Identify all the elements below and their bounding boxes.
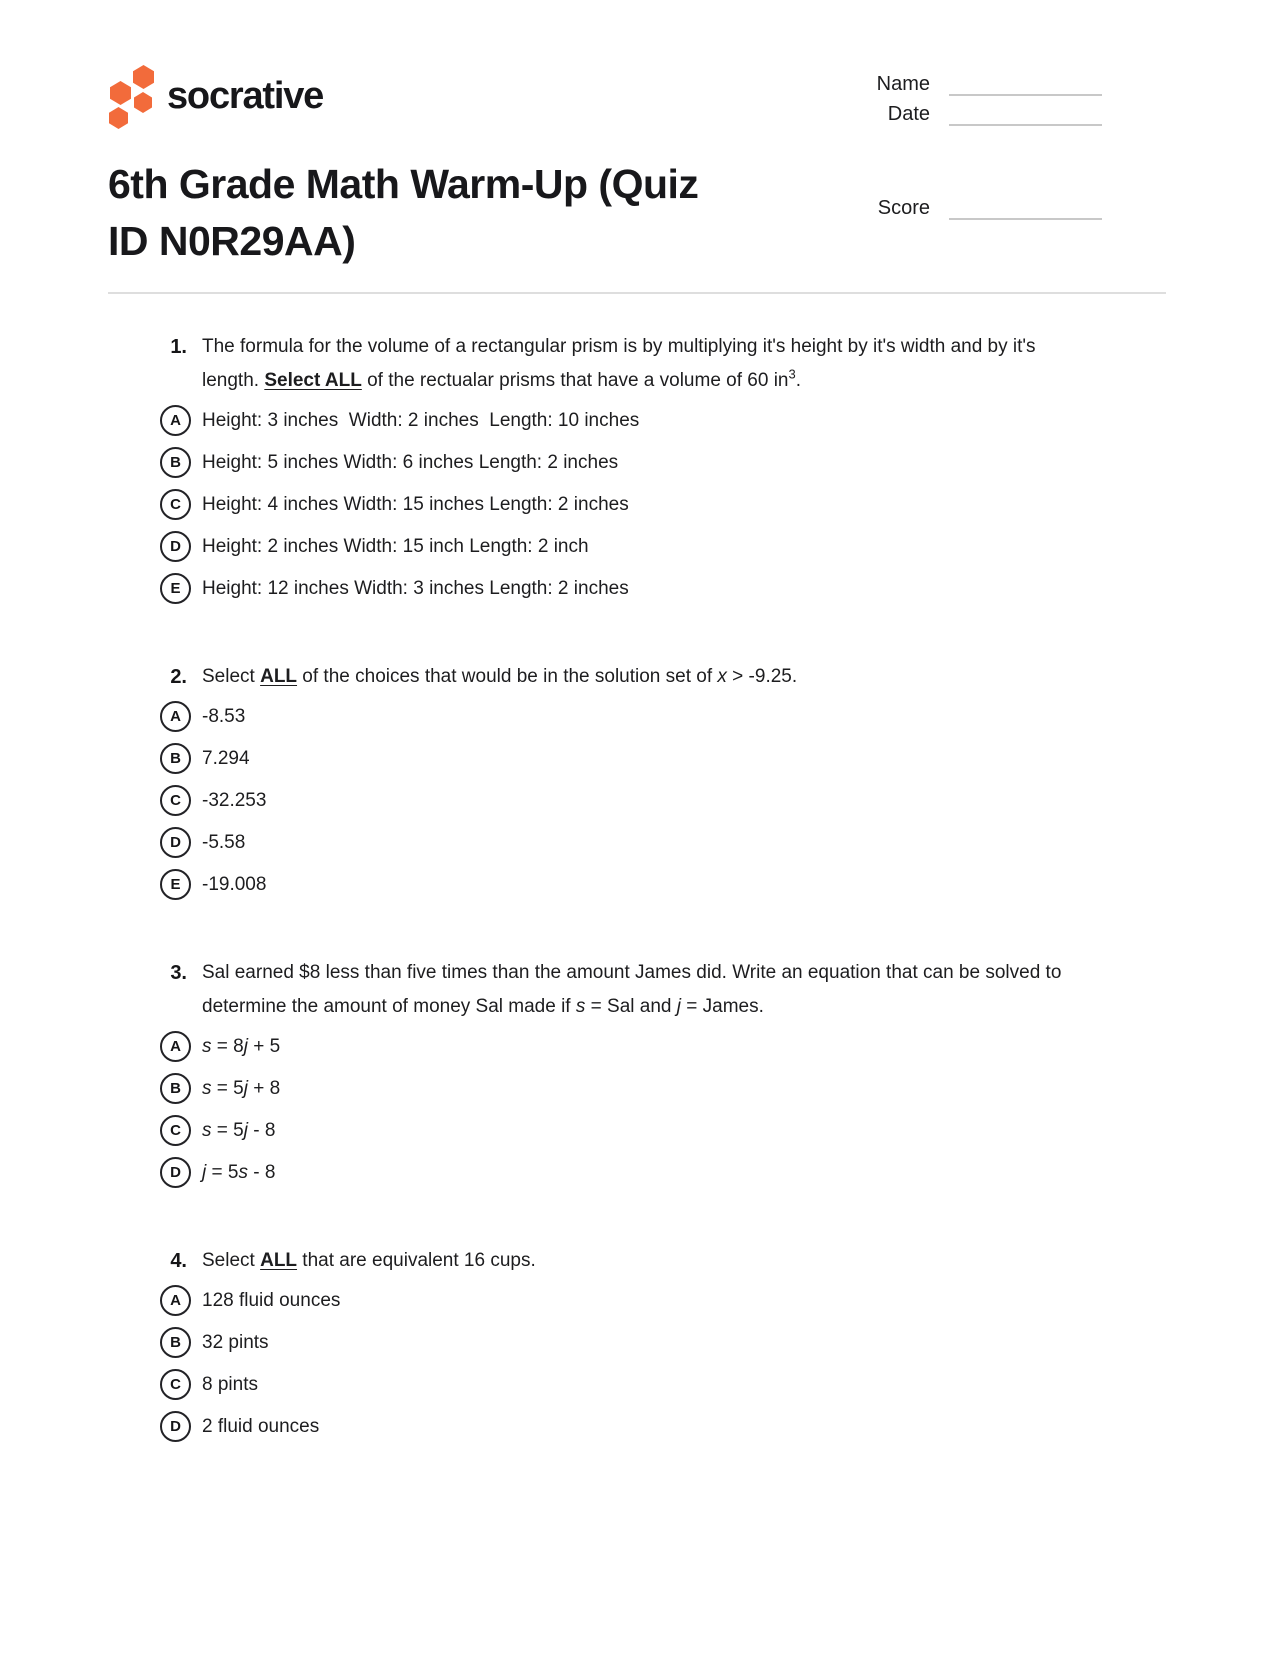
option-text (202, 832, 245, 854)
text-segment: ALL (260, 666, 298, 687)
answer-option-e (160, 869, 1170, 900)
date-blank-line (949, 102, 1102, 126)
options-list (160, 1031, 1170, 1188)
text-segment: j (243, 1119, 248, 1141)
text-segment: -19.008 (202, 873, 267, 895)
text-segment: . (795, 370, 802, 391)
question-2 (108, 660, 1170, 900)
text-segment: - 8 (247, 1161, 276, 1183)
text-segment: Sal earned $8 less than five times than the amount James did. Write an equation that can be solved to determine the amount of money Sal made if (202, 962, 1062, 1017)
question-number: 3. (170, 962, 187, 984)
text-segment: s (202, 1035, 212, 1057)
option-text (202, 410, 639, 432)
option-letter-bubble: E (160, 573, 191, 604)
date-label: Date (887, 103, 930, 125)
option-text (202, 1036, 280, 1058)
options-list (160, 1285, 1170, 1442)
answer-option-a (160, 405, 1170, 436)
answer-option-c (160, 489, 1170, 520)
answer-option-d (160, 827, 1170, 858)
hexagon-icon (133, 65, 154, 89)
option-text (202, 578, 629, 600)
question-3 (108, 956, 1170, 1188)
option-text (202, 1120, 275, 1142)
questions-list (108, 294, 1170, 1442)
option-letter-bubble: D (160, 827, 191, 858)
option-letter-bubble: B (160, 447, 191, 478)
text-segment: - 8 (247, 1119, 276, 1141)
text-segment: = Sal and (585, 996, 677, 1017)
logo-wordmark: socrative (167, 74, 324, 117)
text-segment: x (717, 666, 727, 687)
score-label: Score (877, 197, 930, 219)
text-segment: Select (202, 666, 261, 687)
text-segment: of the rectualar prisms that have a volume of 60 in (361, 370, 789, 391)
text-segment: s (202, 1077, 212, 1099)
option-letter-bubble: B (160, 1073, 191, 1104)
answer-option-a (160, 1285, 1170, 1316)
text-segment: Height: 5 inches Width: 6 inches Length: 2 inches (202, 451, 619, 473)
hexagon-icon (109, 107, 128, 129)
text-segment: = 5 (206, 1161, 239, 1183)
question-4 (108, 1244, 1170, 1442)
option-text (202, 874, 266, 896)
answer-option-d (160, 1411, 1170, 1442)
answer-option-c (160, 785, 1170, 816)
option-letter-bubble: C (160, 1369, 191, 1400)
text-segment: 32 pints (202, 1331, 269, 1353)
option-text (202, 748, 250, 770)
answer-option-d (160, 1157, 1170, 1188)
text-segment: + 5 (247, 1035, 281, 1057)
option-text (202, 1332, 269, 1354)
option-letter-bubble: A (160, 1031, 191, 1062)
name-blank-line (949, 72, 1102, 96)
hexagon-icon (110, 81, 131, 105)
option-letter-bubble: A (160, 701, 191, 732)
score-blank-line (949, 196, 1102, 220)
option-text (202, 1078, 280, 1100)
answer-option-b (160, 447, 1170, 478)
answer-option-d (160, 531, 1170, 562)
text-segment: Height: 12 inches Width: 3 inches Length: 2 inches (202, 577, 629, 599)
text-segment: Height: 4 inches Width: 15 inches Length: 2 inches (202, 493, 629, 515)
text-segment: Select (202, 1250, 261, 1271)
question-prompt (202, 1244, 536, 1278)
text-segment: s (202, 1119, 212, 1141)
answer-option-b (160, 1073, 1170, 1104)
name-label: Name (876, 73, 930, 95)
option-letter-bubble: C (160, 785, 191, 816)
text-segment: > -9.25. (726, 666, 798, 687)
header-write-fields (872, 72, 1102, 132)
answer-option-e (160, 573, 1170, 604)
text-segment: 8 pints (202, 1373, 258, 1395)
option-text (202, 536, 589, 558)
answer-option-a (160, 701, 1170, 732)
text-segment: ALL (260, 1250, 298, 1271)
option-letter-bubble: E (160, 869, 191, 900)
text-segment: -8.53 (202, 705, 246, 727)
option-letter-bubble: D (160, 1157, 191, 1188)
option-letter-bubble: C (160, 489, 191, 520)
option-letter-bubble: B (160, 743, 191, 774)
text-segment: j (243, 1035, 248, 1057)
question-head (160, 956, 1170, 1024)
text-segment: of the choices that would be in the solution set of (297, 666, 718, 687)
question-number: 2. (170, 666, 187, 688)
question-prompt (202, 330, 1082, 398)
text-segment: The formula for the volume of a rectangular prism is by multiplying it's height by it's width and by it's length. (202, 336, 1036, 391)
question-prompt (202, 660, 797, 694)
score-field (872, 196, 1102, 220)
option-text (202, 706, 245, 728)
text-segment: j (676, 996, 681, 1017)
text-segment: + 8 (247, 1077, 281, 1099)
text-segment: s (575, 996, 586, 1017)
socrative-logo (100, 64, 323, 128)
text-segment: Height: 3 inches Width: 2 inches Length: 10 inches (202, 409, 640, 431)
answer-option-b (160, 1327, 1170, 1358)
text-segment: j (243, 1077, 248, 1099)
question-head (160, 330, 1170, 398)
answer-option-c (160, 1115, 1170, 1146)
option-letter-bubble: B (160, 1327, 191, 1358)
text-segment: j (202, 1161, 207, 1183)
text-segment: that are equivalent 16 cups. (297, 1250, 536, 1271)
text-segment: = 8 (211, 1035, 244, 1057)
option-letter-bubble: A (160, 1285, 191, 1316)
option-text (202, 790, 266, 812)
options-list (160, 405, 1170, 604)
text-segment: 3 (788, 366, 796, 382)
question-head (160, 660, 1170, 694)
name-field (872, 72, 1102, 96)
option-text (202, 1416, 319, 1438)
question-number: 4. (170, 1250, 187, 1272)
option-letter-bubble: C (160, 1115, 191, 1146)
options-list (160, 701, 1170, 900)
option-text (202, 452, 618, 474)
question-head (160, 1244, 1170, 1278)
text-segment: 7.294 (202, 747, 250, 769)
text-segment: Height: 2 inches Width: 15 inch Length: 2 inch (202, 535, 589, 557)
date-field (872, 102, 1102, 126)
text-segment: = 5 (211, 1077, 244, 1099)
option-text (202, 1162, 275, 1184)
question-prompt (202, 956, 1082, 1024)
text-segment: = 5 (211, 1119, 244, 1141)
text-segment: 2 fluid ounces (202, 1415, 320, 1437)
text-segment: Select ALL (264, 370, 362, 391)
socrative-hexagons-icon (100, 64, 158, 128)
option-letter-bubble: D (160, 1411, 191, 1442)
text-segment: -32.253 (202, 789, 267, 811)
answer-option-c (160, 1369, 1170, 1400)
option-text (202, 1374, 258, 1396)
page-title-line1: 6th Grade Math Warm-Up (Quiz (108, 161, 699, 207)
page-title-line2: ID N0R29AA) (108, 218, 356, 264)
option-letter-bubble: D (160, 531, 191, 562)
answer-option-a (160, 1031, 1170, 1062)
text-segment: -5.58 (202, 831, 246, 853)
text-segment: 128 fluid ounces (202, 1289, 341, 1311)
page-title (108, 156, 888, 270)
text-segment: s (238, 1161, 248, 1183)
hexagon-icon (134, 92, 152, 113)
option-text (202, 494, 629, 516)
option-letter-bubble: A (160, 405, 191, 436)
answer-option-b (160, 743, 1170, 774)
option-text (202, 1290, 340, 1312)
question-number: 1. (170, 336, 187, 358)
text-segment: = James. (680, 996, 764, 1017)
question-1 (108, 330, 1170, 604)
